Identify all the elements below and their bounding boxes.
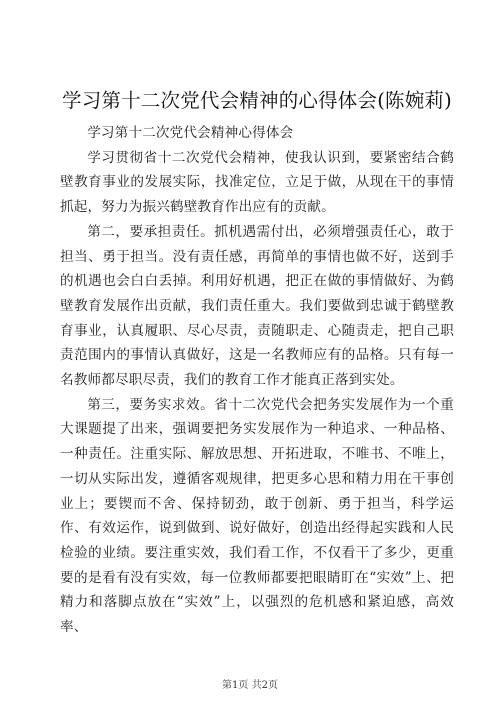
- paragraph-intro: 学习贯彻省十二次党代会精神，使我认识到，要紧密结合鹤壁教育事业的发展实际，找准定位，立足于做，从现在干的事情抓起，努力为振兴鹤壁教育作出应有的贡献。: [60, 149, 454, 216]
- document-body: [60, 121, 454, 640]
- document-title: 学习第十二次党代会精神的心得体会(陈婉莉): [62, 89, 452, 112]
- paragraph-third-point: 第三，要务实求效。省十二次党代会把务实发展作为一个重大课题提了出来，强调要把务实发展作为一种追求、一种品格、一种责任。注重实际、解放思想、开拓进取，不唯书、不唯上，一切从实际出发，遵循客观规律，把更多心思和精力用在干事创业上；要锲而不舍、保持韧劲，敢于创新、勇于担当，科学运作、有效运作，说到做到、说好做好，创造出经得起实践和人民检验的业绩。要注重实效，我们看工作，不仅看干了多少，更重要的是看有没有实效，每一位教师都要把眼睛盯在“实效”上、把精力和落脚点放在“实效”上，以强烈的危机感和紧迫感，高效率、: [60, 396, 454, 636]
- page-footer: 第1页 共2页: [222, 680, 278, 691]
- paragraph-second-point: 第二，要承担责任。抓机遇需付出，必须增强责任心，敢于担当、勇于担当。没有责任感，再简单的事情也做不好，送到手的机遇也会白白丢掉。利用好机遇，把正在做的事情做好、为鹤壁教育发展作出贡献，我们责任重大。我们要做到忠诚于鹤壁教育事业，认真履职、尽心尽责，责随职走、心随责走，把自己职责范围内的事情认真做好，这是一名教师应有的品格。只有每一名教师都尽职尽责，我们的教育工作才能真正落到实处。: [60, 223, 454, 389]
- paragraph-subtitle: 学习第十二次党代会精神心得体会: [87, 125, 294, 141]
